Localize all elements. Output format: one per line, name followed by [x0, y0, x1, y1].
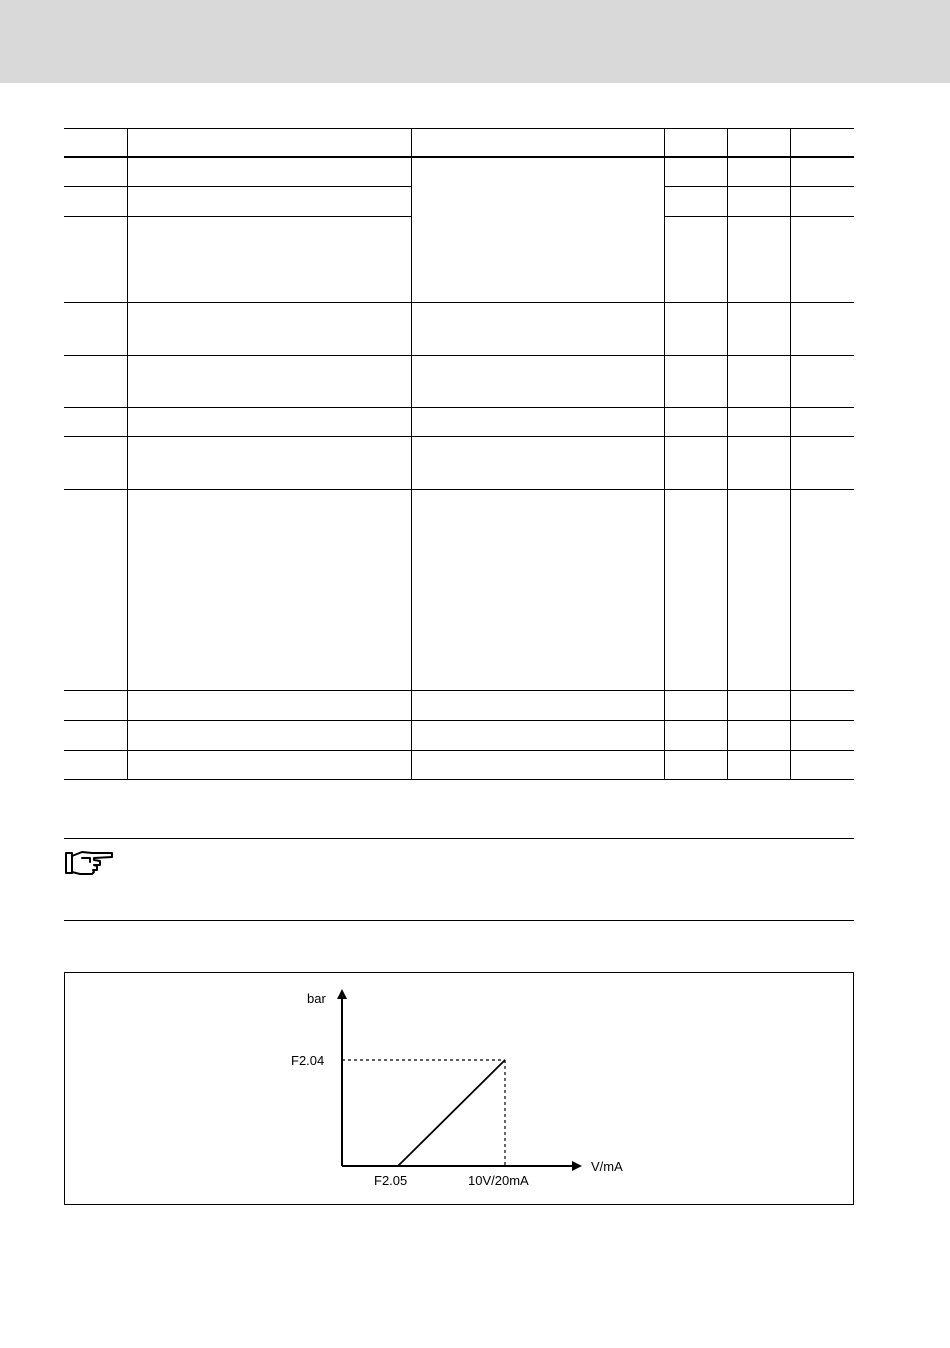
- table-cell: [127, 720, 411, 750]
- x-tick-label: 10V/20mA: [468, 1173, 529, 1188]
- table-cell: [64, 355, 127, 407]
- table-cell: [790, 489, 854, 690]
- table-cell: [664, 355, 727, 407]
- header-cell: [127, 129, 411, 158]
- table-cell: [664, 216, 727, 302]
- table-row: [64, 489, 854, 690]
- table-row: [64, 302, 854, 355]
- x-axis-label: V/mA: [591, 1159, 623, 1174]
- header-cell: [790, 129, 854, 158]
- table-cell: [411, 720, 664, 750]
- table-cell: [127, 750, 411, 779]
- table-cell: [64, 302, 127, 355]
- table-cell: [727, 690, 790, 720]
- table-cell: [64, 216, 127, 302]
- table-row: [64, 407, 854, 436]
- table-cell: [127, 489, 411, 690]
- table-cell: [127, 157, 411, 186]
- y-tick-label: F2.04: [291, 1053, 325, 1068]
- table-cell: [664, 690, 727, 720]
- table-cell: [664, 186, 727, 216]
- table-cell: [127, 407, 411, 436]
- pressure-characteristic-chart: [65, 973, 853, 1204]
- table-cell: [127, 690, 411, 720]
- table-cell: [64, 489, 127, 690]
- table-cell: [790, 750, 854, 779]
- table-cell: [790, 720, 854, 750]
- table-cell: [127, 355, 411, 407]
- table-cell: [727, 720, 790, 750]
- table-cell: [127, 302, 411, 355]
- table-cell: [64, 690, 127, 720]
- table-cell: [411, 302, 664, 355]
- table-row: [64, 436, 854, 489]
- table-cell: [664, 157, 727, 186]
- note-bottom-rule: [64, 920, 854, 921]
- characteristic-line: [398, 1060, 505, 1166]
- table-cell: [127, 216, 411, 302]
- table-cell: [790, 186, 854, 216]
- table-row: [64, 750, 854, 779]
- table-cell: [727, 750, 790, 779]
- table-cell: [664, 436, 727, 489]
- table-cell: [411, 407, 664, 436]
- pointing-hand-icon: [64, 848, 114, 876]
- table-cell: [727, 157, 790, 186]
- table-cell: [64, 750, 127, 779]
- table-cell: [411, 690, 664, 720]
- table-row: [64, 355, 854, 407]
- table-cell: [64, 436, 127, 489]
- table-cell: [411, 355, 664, 407]
- table-cell: [790, 302, 854, 355]
- table-header-row: [64, 129, 854, 158]
- table-cell: [790, 436, 854, 489]
- table-cell: [727, 407, 790, 436]
- table-row: [64, 690, 854, 720]
- y-axis-label: bar: [307, 991, 326, 1006]
- header-cell: [727, 129, 790, 158]
- table-cell: [664, 302, 727, 355]
- header-cell: [64, 129, 127, 158]
- table-cell: [411, 750, 664, 779]
- figure-box: [64, 972, 854, 1205]
- table-cell: [127, 436, 411, 489]
- table-cell: [411, 157, 664, 302]
- table-cell: [127, 186, 411, 216]
- table-cell: [790, 157, 854, 186]
- table-cell: [64, 157, 127, 186]
- table-cell: [727, 355, 790, 407]
- table-cell: [664, 489, 727, 690]
- table-cell: [64, 186, 127, 216]
- note-top-rule: [64, 838, 854, 839]
- table-cell: [727, 216, 790, 302]
- header-cell: [664, 129, 727, 158]
- page-header-band: [0, 0, 950, 83]
- parameter-table: [64, 128, 854, 780]
- table-row: [64, 720, 854, 750]
- table-cell: [727, 436, 790, 489]
- table-cell: [727, 489, 790, 690]
- table-cell: [64, 720, 127, 750]
- table-cell: [664, 750, 727, 779]
- table-cell: [790, 690, 854, 720]
- table-cell: [411, 436, 664, 489]
- table-cell: [727, 186, 790, 216]
- table-cell: [727, 302, 790, 355]
- table-cell: [411, 489, 664, 690]
- table-cell: [790, 355, 854, 407]
- table-cell: [664, 407, 727, 436]
- table-cell: [790, 407, 854, 436]
- header-cell: [411, 129, 664, 158]
- x-tick-label: F2.05: [374, 1173, 408, 1188]
- table-cell: [664, 720, 727, 750]
- table-row: [64, 157, 854, 186]
- table-cell: [790, 216, 854, 302]
- table-cell: [64, 407, 127, 436]
